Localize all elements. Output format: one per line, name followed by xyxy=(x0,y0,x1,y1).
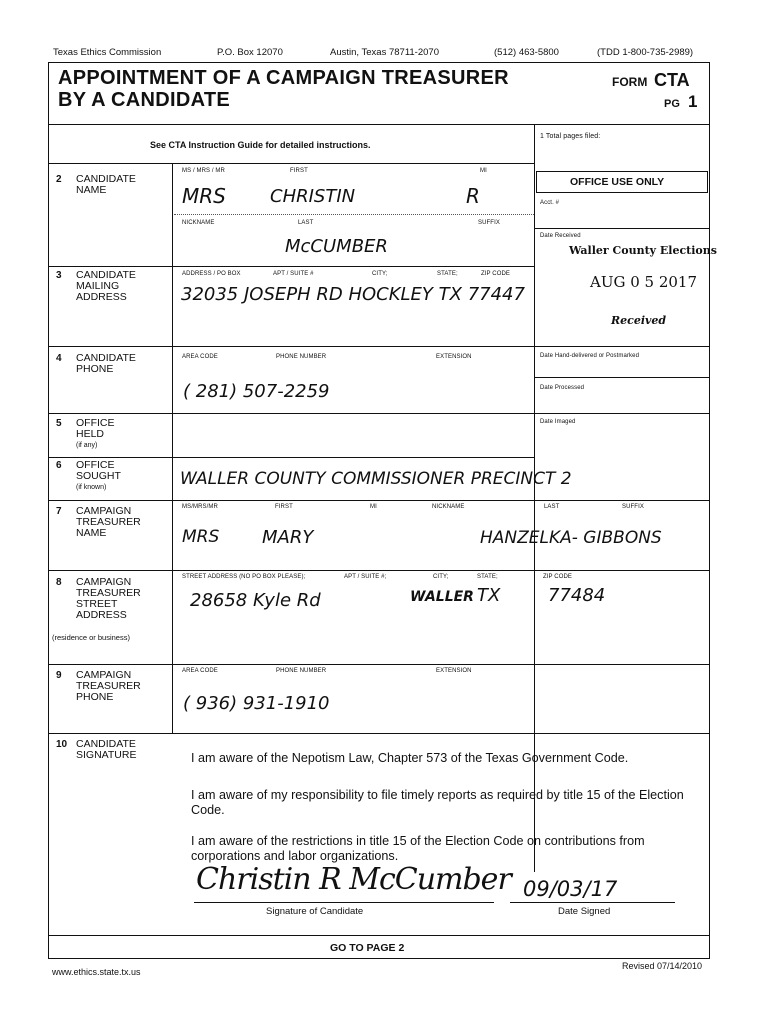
candidate-phone[interactable]: ( 281) 507-2259 xyxy=(183,381,330,402)
treasurer-state[interactable]: TX xyxy=(477,585,501,606)
section-2-label: CANDIDATE NAME xyxy=(76,173,136,196)
section-7-number: 7 xyxy=(56,506,62,517)
office-held-field[interactable] xyxy=(174,415,532,455)
treasurer-phone[interactable]: ( 936) 931-1910 xyxy=(183,693,330,714)
revised-date: Revised 07/14/2010 xyxy=(622,961,703,971)
field-label-area-code: AREA CODE xyxy=(182,668,218,674)
form-code: CTA xyxy=(654,70,690,90)
treasurer-city[interactable]: WALLER xyxy=(410,589,474,605)
stamp-date: AUG 0 5 2017 xyxy=(590,273,698,291)
hand-delivered-label: Date Hand-delivered or Postmarked xyxy=(540,353,640,359)
imaged-label: Date Imaged xyxy=(540,419,576,425)
field-label-city: CITY; xyxy=(372,271,388,277)
section-8-sub: (residence or business) xyxy=(52,633,130,642)
treasurer-first-name[interactable]: MARY xyxy=(262,527,314,548)
field-label-last: LAST xyxy=(298,220,314,226)
office-sought[interactable]: WALLER COUNTY COMMISSIONER PRECINCT 2 xyxy=(180,469,572,489)
field-label-apt: APT / SUITE # xyxy=(273,271,314,277)
field-label-extension: EXTENSION xyxy=(436,668,472,674)
section-8-number: 8 xyxy=(56,577,62,588)
section-3-number: 3 xyxy=(56,270,62,281)
instructions-note: See CTA Instruction Guide for detailed instructions. xyxy=(150,140,371,150)
field-label-title: MS / MRS / MR xyxy=(182,168,225,174)
candidate-title[interactable]: MRS xyxy=(182,184,226,208)
section-10-number: 10 xyxy=(56,739,68,750)
field-label-address: STREET ADDRESS (NO PO BOX PLEASE); xyxy=(182,574,306,580)
section-6-number: 6 xyxy=(56,460,62,471)
treasurer-title[interactable]: MRS xyxy=(182,527,220,547)
field-label-state: STATE; xyxy=(437,271,458,277)
field-label-title: MS/MRS/MR xyxy=(182,504,218,510)
section-3-label: CANDIDATE MAILING ADDRESS xyxy=(76,269,136,303)
agency-phone: (512) 463-5800 xyxy=(494,47,559,58)
po-box: P.O. Box 12070 xyxy=(217,47,283,58)
field-label-first: FIRST xyxy=(275,504,293,510)
candidate-mi[interactable]: R xyxy=(466,184,480,208)
date-signed[interactable]: 09/03/17 xyxy=(523,877,618,901)
candidate-signature[interactable]: Christin R McCumber xyxy=(196,862,511,897)
section-4-number: 4 xyxy=(56,353,62,364)
field-label-state: STATE; xyxy=(477,574,498,580)
candidate-first-name[interactable]: CHRISTIN xyxy=(270,186,356,207)
field-label-suffix: SUFFIX xyxy=(622,504,644,510)
field-label-zip: ZIP CODE xyxy=(543,574,573,580)
candidate-mailing-address[interactable]: 32035 JOSEPH RD HOCKLEY TX 77447 xyxy=(181,284,525,305)
section-5-label: OFFICE HELD xyxy=(76,417,115,440)
field-label-phone: PHONE NUMBER xyxy=(276,668,327,674)
field-label-mi: MI xyxy=(480,168,487,174)
field-label-last: LAST xyxy=(544,504,560,510)
stamp-received: Received xyxy=(611,314,667,327)
acct-label: Acct. # xyxy=(540,200,560,206)
section-6-label: OFFICE SOUGHT xyxy=(76,459,121,482)
form-frame xyxy=(48,62,710,959)
nepotism-statement: I am aware of the Nepotism Law, Chapter 573 of the Texas Government Code. xyxy=(191,751,629,765)
signature-label: Signature of Candidate xyxy=(266,906,364,917)
section-2-number: 2 xyxy=(56,174,62,185)
page-number: 1 xyxy=(688,92,698,111)
field-label-suffix: SUFFIX xyxy=(478,220,500,226)
reporting-statement: I am aware of my responsibility to file timely reports as required by title 15 of the Election Code. xyxy=(191,788,684,817)
field-label-nickname: NICKNAME xyxy=(432,504,465,510)
section-10-label: CANDIDATE SIGNATURE xyxy=(76,738,137,761)
section-6-sub: (if known) xyxy=(76,484,107,491)
field-label-area-code: AREA CODE xyxy=(182,354,218,360)
processed-label: Date Processed xyxy=(540,385,585,391)
section-8-label: CAMPAIGN TREASURER STREET ADDRESS xyxy=(76,576,141,621)
agency-tdd: (TDD 1-800-735-2989) xyxy=(597,47,694,58)
field-label-zip: ZIP CODE xyxy=(481,271,511,277)
section-5-number: 5 xyxy=(56,418,62,429)
section-4-label: CANDIDATE PHONE xyxy=(76,352,136,375)
field-label-mi: MI xyxy=(370,504,377,510)
goto-page-2: GO TO PAGE 2 xyxy=(330,942,405,954)
office-use-title: OFFICE USE ONLY xyxy=(570,176,665,188)
agency-city: Austin, Texas 78711-2070 xyxy=(330,47,439,58)
form-title-line2: BY A CANDIDATE xyxy=(58,89,230,111)
field-label-first: FIRST xyxy=(290,168,308,174)
field-label-extension: EXTENSION xyxy=(436,354,472,360)
section-9-label: CAMPAIGN TREASURER PHONE xyxy=(76,669,141,703)
stamp-org: Waller County Elections xyxy=(569,244,717,257)
date-received-label: Date Received xyxy=(540,233,581,239)
total-pages-label: 1 Total pages filed: xyxy=(540,133,601,140)
date-signed-label: Date Signed xyxy=(558,906,611,917)
website: www.ethics.state.tx.us xyxy=(52,967,141,977)
contributions-statement: I am aware of the restrictions in title 15 of the Election Code on contributions from corporations and labor organizations. xyxy=(191,834,645,863)
page-label: PG xyxy=(664,98,680,110)
field-label-apt: APT / SUITE #; xyxy=(344,574,387,580)
section-9-number: 9 xyxy=(56,670,62,681)
treasurer-street[interactable]: 28658 Kyle Rd xyxy=(190,590,321,611)
field-label-nickname: NICKNAME xyxy=(182,220,215,226)
form-title-line1: APPOINTMENT OF A CAMPAIGN TREASURER xyxy=(58,67,509,89)
section-5-sub: (if any) xyxy=(76,442,98,449)
field-label-phone: PHONE NUMBER xyxy=(276,354,327,360)
treasurer-last-name[interactable]: HANZELKA- GIBBONS xyxy=(480,528,662,548)
field-label-city: CITY; xyxy=(433,574,449,580)
form-label: FORM xyxy=(612,75,648,89)
section-7-label: CAMPAIGN TREASURER NAME xyxy=(76,505,141,539)
treasurer-zip[interactable]: 77484 xyxy=(548,585,606,606)
candidate-last-name[interactable]: McCUMBER xyxy=(285,236,388,257)
agency-name: Texas Ethics Commission xyxy=(53,47,162,58)
field-label-address: ADDRESS / PO BOX xyxy=(182,271,241,277)
